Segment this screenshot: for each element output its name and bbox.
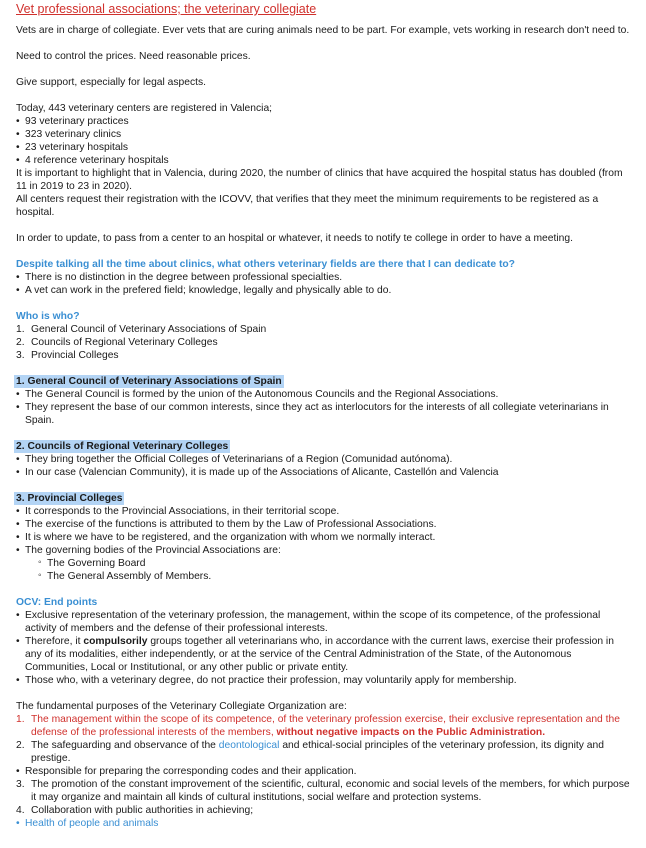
who-heading: Who is who? [16,311,80,322]
purposes-intro: The fundamental purposes of the Veterinary Collegiate Organization are: [16,701,347,712]
list-item: • Health of people and animals [16,817,630,830]
intro-paragraph-7: In order to update, to pass from a center to an hospital or whatever, it needs to notify te college in order to have a meeting. [16,233,573,244]
list-item: • A vet can work in the prefered field; knowledge, legally and physically able to do. [16,284,630,297]
list-item: • The General Council is formed by the union of the Autonomous Councils and the Regional Associations. [16,388,630,401]
intro-paragraph-4: Today, 443 veterinary centers are registered in Valencia; [16,103,273,114]
list-item: • It is where we have to be registered, and the organization with whom we normally interact. [16,531,630,544]
list-item: • The exercise of the functions is attributed to them by the Law of Professional Associations. [16,518,630,531]
who-list [16,323,630,362]
list-item: • There is no distinction in the degree between professional specialties. [16,271,630,284]
fields-list [16,271,630,297]
list-item: • They represent the base of our common interests, since they act as interlocutors for the interests of all collegiate veterinarians in Spain. [16,401,630,427]
list-item: 3. The promotion of the constant improvement of the scientific, cultural, economic and social levels of the members, for which purpose it may organize and maintain all kinds of cultural institutions, social welfare and protection systems. [16,779,630,803]
purposes-list-continued [16,778,630,817]
list-item: 3. Provincial Colleges [16,350,119,361]
section-2-list [16,453,630,479]
list-item: • It corresponds to the Provincial Associations, in their territorial scope. [16,505,630,518]
list-item: • The governing bodies of the Provincial Associations are: [16,544,630,557]
list-item: • Responsible for preparing the corresponding codes and their application. [16,765,630,778]
list-item: 2. The safeguarding and observance of the deontological and ethical-social principles of the veterinary profession, its dignity and prestige. [16,740,604,764]
list-item: • In our case (Valencian Community), it is made up of the Associations of Alicante, Castellón and Valencia [16,466,630,479]
list-item: • They bring together the Official Colleges of Veterinarians of a Region (Comunidad autónoma). [16,453,630,466]
fields-heading: Despite talking all the time about clinics, what others veterinary fields are there that I can dedicate to? [16,259,515,270]
intro-paragraph-3: Give support, especially for legal aspects. [16,77,207,88]
intro-paragraph-1: Vets are in charge of collegiate. Ever vets that are curing animals need to be part. For example, vets working in research don't need to. [16,25,630,36]
health-list [16,817,630,830]
section-3-list [16,505,630,557]
section-1-list [16,388,630,427]
intro-paragraph-5: It is important to highlight that in Valencia, during 2020, the number of clinics that have acquired the hospital status has doubled (from 11 in 2019 to 23 in 2020). [16,168,623,192]
ocv-list [16,609,630,687]
list-item: • 4 reference veterinary hospitals [16,154,630,167]
ocv-heading: OCV: End points [16,597,98,608]
intro-paragraph-6: All centers request their registration with the ICOVV, that verifies that they meet the minimum requirements to be registered as a hospital. [16,194,599,218]
governing-bodies-list [16,557,630,583]
section-3-heading: 3. Provincial Colleges [16,493,123,504]
list-item: ◦ The Governing Board [38,557,630,570]
list-item: • 93 veterinary practices [16,115,630,128]
list-item: 1. The management within the scope of its competence, of the veterinary profession exercise, their exclusive representation and the defense of the professional interests of the members, without negative impacts on the Public Administration. [16,714,620,738]
list-item: • 23 veterinary hospitals [16,141,630,154]
list-item: • Therefore, it compulsorily groups together all veterinarians who, in accordance with the current laws, exercise their profession in any of its modalities, either independently, or at the service of the Central Administration of the State, of the Autonomous Communities, Local or Institutional, or any other public or private entity. [16,635,630,674]
list-item: • Those who, with a veterinary degree, do not practice their profession, may voluntarily apply for membership. [16,674,630,687]
purposes-bullet [16,765,630,778]
section-2-heading: 2. Councils of Regional Veterinary Colleges [16,441,229,452]
list-item: 1. General Council of Veterinary Associations of Spain [16,324,267,335]
centers-list [16,115,630,167]
list-item: • Exclusive representation of the veterinary profession, the management, within the scope of its competence, of the professional activity of members and the defense of their professional interests. [16,609,630,635]
section-1-heading: 1. General Council of Veterinary Associations of Spain [16,376,282,387]
list-item: 2. Councils of Regional Veterinary Colleges [16,337,218,348]
purposes-list [16,713,630,765]
list-item: • 323 veterinary clinics [16,128,630,141]
list-item: ◦ The General Assembly of Members. [38,570,630,583]
document-title: Vet professional associations; the veterinary collegiate [16,2,317,16]
list-item: 4. Collaboration with public authorities in achieving; [16,805,254,816]
intro-paragraph-2: Need to control the prices. Need reasonable prices. [16,51,251,62]
